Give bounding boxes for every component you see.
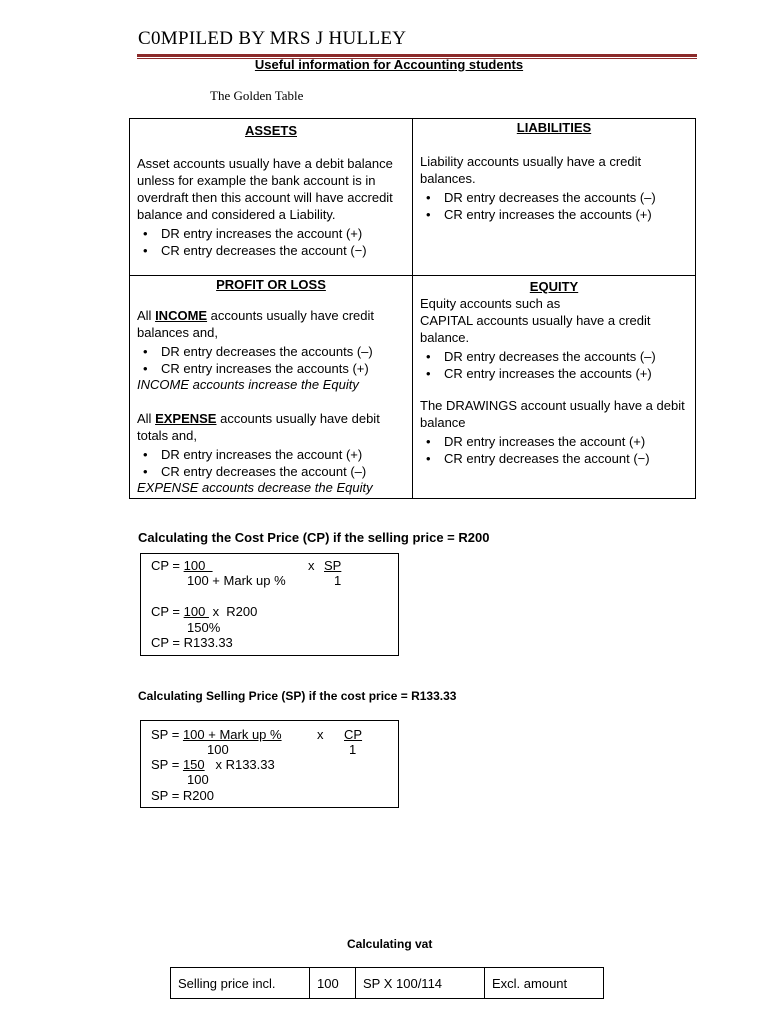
income-word: INCOME [155,308,208,323]
list-item: • CR entry increases the accounts (+) [161,360,405,377]
table-cell: Excl. amount [485,968,604,999]
equity-cell [412,275,696,499]
page-subtitle: Useful information for Accounting students [254,57,524,72]
list-item: • DR entry increases the account (+) [444,433,688,450]
list-item: • CR entry decreases the account (−) [161,242,405,259]
profit-loss-cell [129,275,413,499]
income-text: All INCOME accounts usually have credit balances and, [137,308,374,340]
cost-price-heading: Calculating the Cost Price (CP) if the selling price = R200 [138,530,490,545]
income-note: INCOME accounts increase the Equity [137,377,359,392]
profit-loss-heading: PROFIT OR LOSS [216,277,326,292]
liabilities-heading: LIABILITIES [516,120,592,135]
liabilities-bullets [420,189,688,223]
equity-bullets [420,348,688,382]
income-bullets [137,343,405,377]
list-item: • CR entry decreases the account (–) [161,463,405,480]
list-item: • DR entry decreases the accounts (–) [444,189,688,206]
list-item: • DR entry decreases the accounts (–) [444,348,688,365]
selling-price-formula-box: SP = 100 + Mark up % x CP 100 1 SP = 150 x R133.33 100 SP = R200 [140,720,399,808]
assets-text: Asset accounts usually have a debit balance unless for example the bank account is in overdraft then this account will have accredit balance and considered a Liability. [137,156,393,222]
list-item: • CR entry decreases the account (−) [444,450,688,467]
list-item: • DR entry increases the account (+) [161,225,405,242]
expense-text: All EXPENSE accounts usually have debit totals and, [137,411,380,443]
list-item: • CR entry increases the accounts (+) [444,206,688,223]
assets-heading: ASSETS [244,123,297,138]
liabilities-text: Liability accounts usually have a credit balances. [420,154,642,186]
compiled-by-title: C0MPILED BY MRS J HULLEY [138,28,407,49]
expense-bullets [137,446,405,480]
list-item: • DR entry decreases the accounts (–) [161,343,405,360]
vat-heading: Calculating vat [347,937,433,951]
equity-text: Equity accounts such as [420,296,561,311]
list-item: • CR entry increases the accounts (+) [444,365,688,382]
selling-price-heading: Calculating Selling Price (SP) if the cost price = R133.33 [138,689,457,703]
liabilities-cell [412,118,696,276]
expense-word: EXPENSE [155,411,217,426]
vat-table [170,967,604,999]
assets-cell [129,118,413,276]
table-cell: Selling price incl. [171,968,310,999]
drawings-text: The DRAWINGS account usually have a debit balance [420,398,685,430]
golden-table-title: The Golden Table [210,88,304,103]
assets-bullets [137,225,405,259]
table-cell: SP X 100/114 [356,968,485,999]
table-cell: 100 [310,968,356,999]
equity-heading: EQUITY [529,279,579,294]
equity-capital-text: CAPITAL accounts usually have a credit balance. [420,313,651,345]
expense-note: EXPENSE accounts decrease the Equity [137,480,373,495]
cost-price-formula-box: CP = 100 x SP 100 + Mark up % 1 CP = 100 x R200 150% CP = R133.33 [140,553,399,656]
drawings-bullets [420,433,688,467]
table-row [171,968,604,999]
list-item: • DR entry increases the account (+) [161,446,405,463]
